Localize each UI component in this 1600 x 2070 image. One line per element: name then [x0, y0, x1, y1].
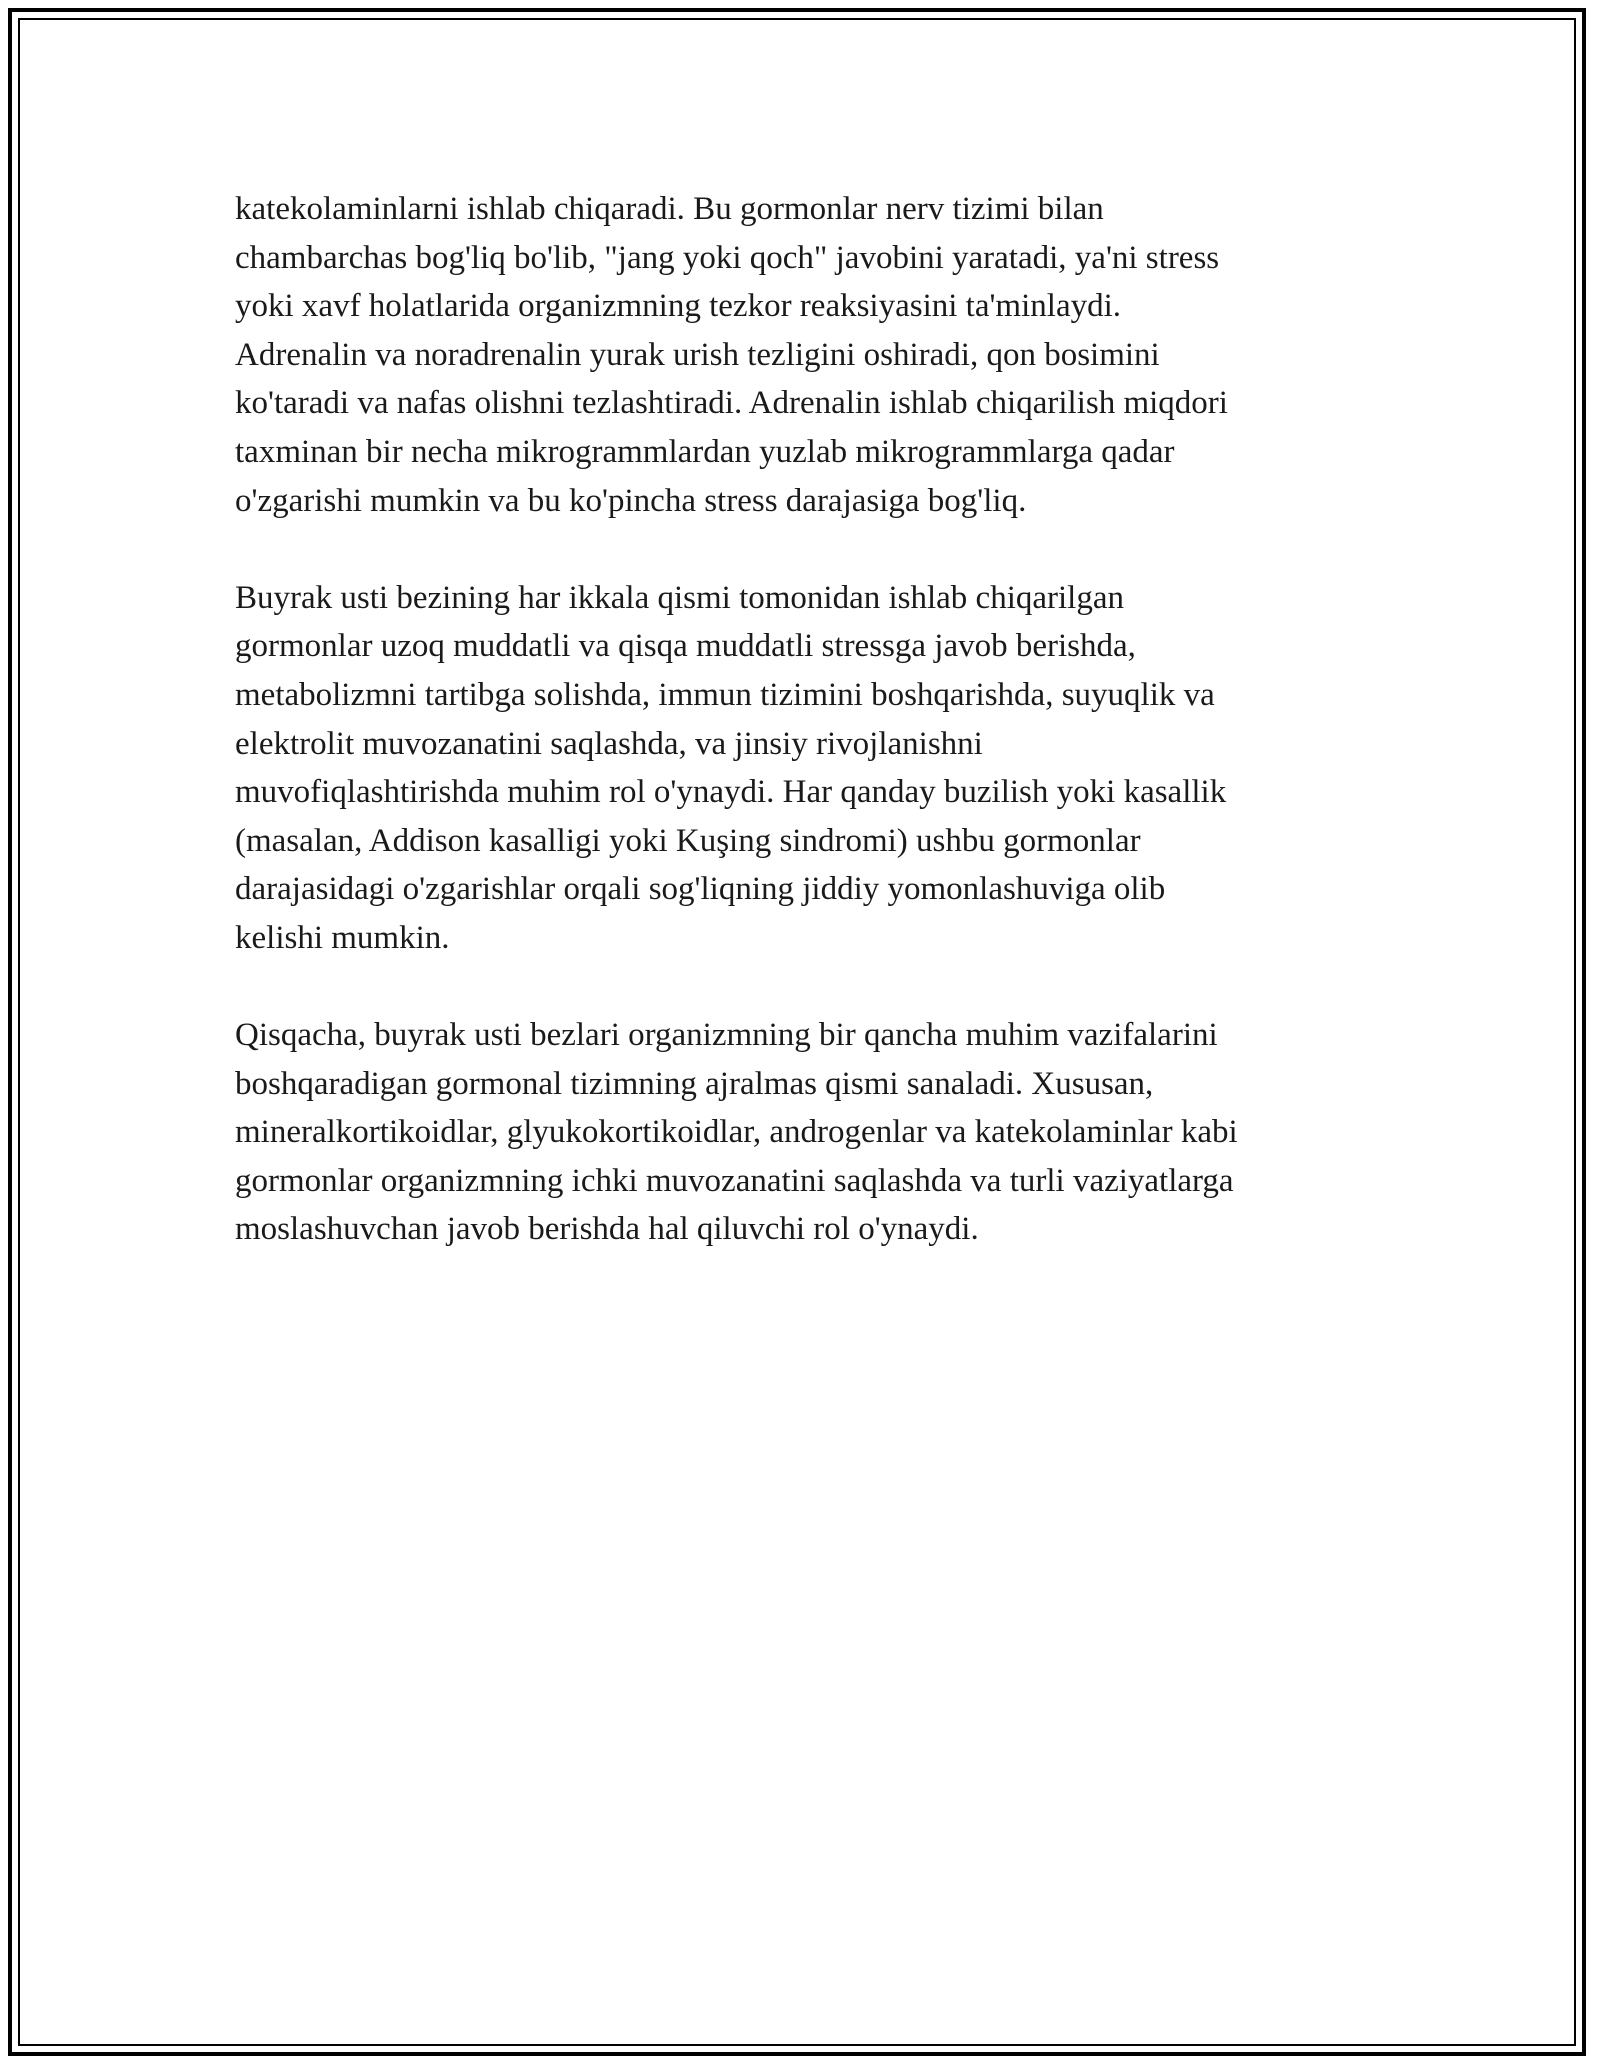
- text-line: darajasidagi o'zgarishlar orqali sog'liqning jiddiy yomonlashuviga olib: [235, 871, 1166, 908]
- text-line: kelishi mumkin.: [235, 919, 450, 956]
- text-line: chambarchas bog'liq bo'lib, "jang yoki qoch" javobini yaratadi, ya'ni stress: [235, 239, 1220, 276]
- document-body: [235, 185, 1365, 1303]
- text-line: mineralkortikoidlar, glyukokortikoidlar, androgenlar va katekolaminlar kabi: [235, 1114, 1238, 1151]
- text-line: boshqaradigan gormonal tizimning ajralmas qismi sanaladi. Xususan,: [235, 1065, 1154, 1102]
- text-line: katekolaminlarni ishlab chiqaradi. Bu gormonlar nerv tizimi bilan: [235, 191, 1104, 227]
- text-line: muvofiqlashtirishda muhim rol o'ynaydi. Har qanday buzilish yoki kasallik: [235, 774, 1227, 811]
- paragraph-2: [235, 574, 1365, 963]
- text-line: (masalan, Addison kasalligi yoki Kuşing sindromi) ushbu gormonlar: [235, 822, 1141, 859]
- text-line: taxminan bir necha mikrogrammlardan yuzlab mikrogrammlarga qadar: [235, 433, 1175, 470]
- text-line: moslashuvchan javob berishda hal qiluvchi rol o'ynaydi.: [235, 1211, 979, 1248]
- text-line: yoki xavf holatlarida organizmning tezkor reaksiyasini ta'minlaydi.: [235, 288, 1122, 325]
- text-line: Qisqacha, buyrak usti bezlari organizmning bir qancha muhim vazifalarini: [235, 1017, 1218, 1054]
- paragraph-1: [235, 185, 1365, 525]
- text-line: o'zgarishi mumkin va bu ko'pincha stress darajasiga bog'liq.: [235, 482, 1027, 519]
- text-line: elektrolit muvozanatini saqlashda, va jinsiy rivojlanishni: [235, 725, 983, 762]
- text-line: Adrenalin va noradrenalin yurak urish tezligini oshiradi, qon bosimini: [235, 336, 1160, 373]
- text-line: gormonlar organizmning ichki muvozanatini saqlashda va turli vaziyatlarga: [235, 1162, 1234, 1199]
- text-line: metabolizmni tartibga solishda, immun tizimini boshqarishda, suyuqlik va: [235, 676, 1215, 713]
- paragraph-3: [235, 1011, 1365, 1254]
- text-line: ko'taradi va nafas olishni tezlashtiradi. Adrenalin ishlab chiqarilish miqdori: [235, 385, 1228, 422]
- text-line: gormonlar uzoq muddatli va qisqa muddatli stressga javob berishda,: [235, 628, 1136, 665]
- text-line: Buyrak usti bezining har ikkala qismi tomonidan ishlab chiqarilgan: [235, 579, 1124, 616]
